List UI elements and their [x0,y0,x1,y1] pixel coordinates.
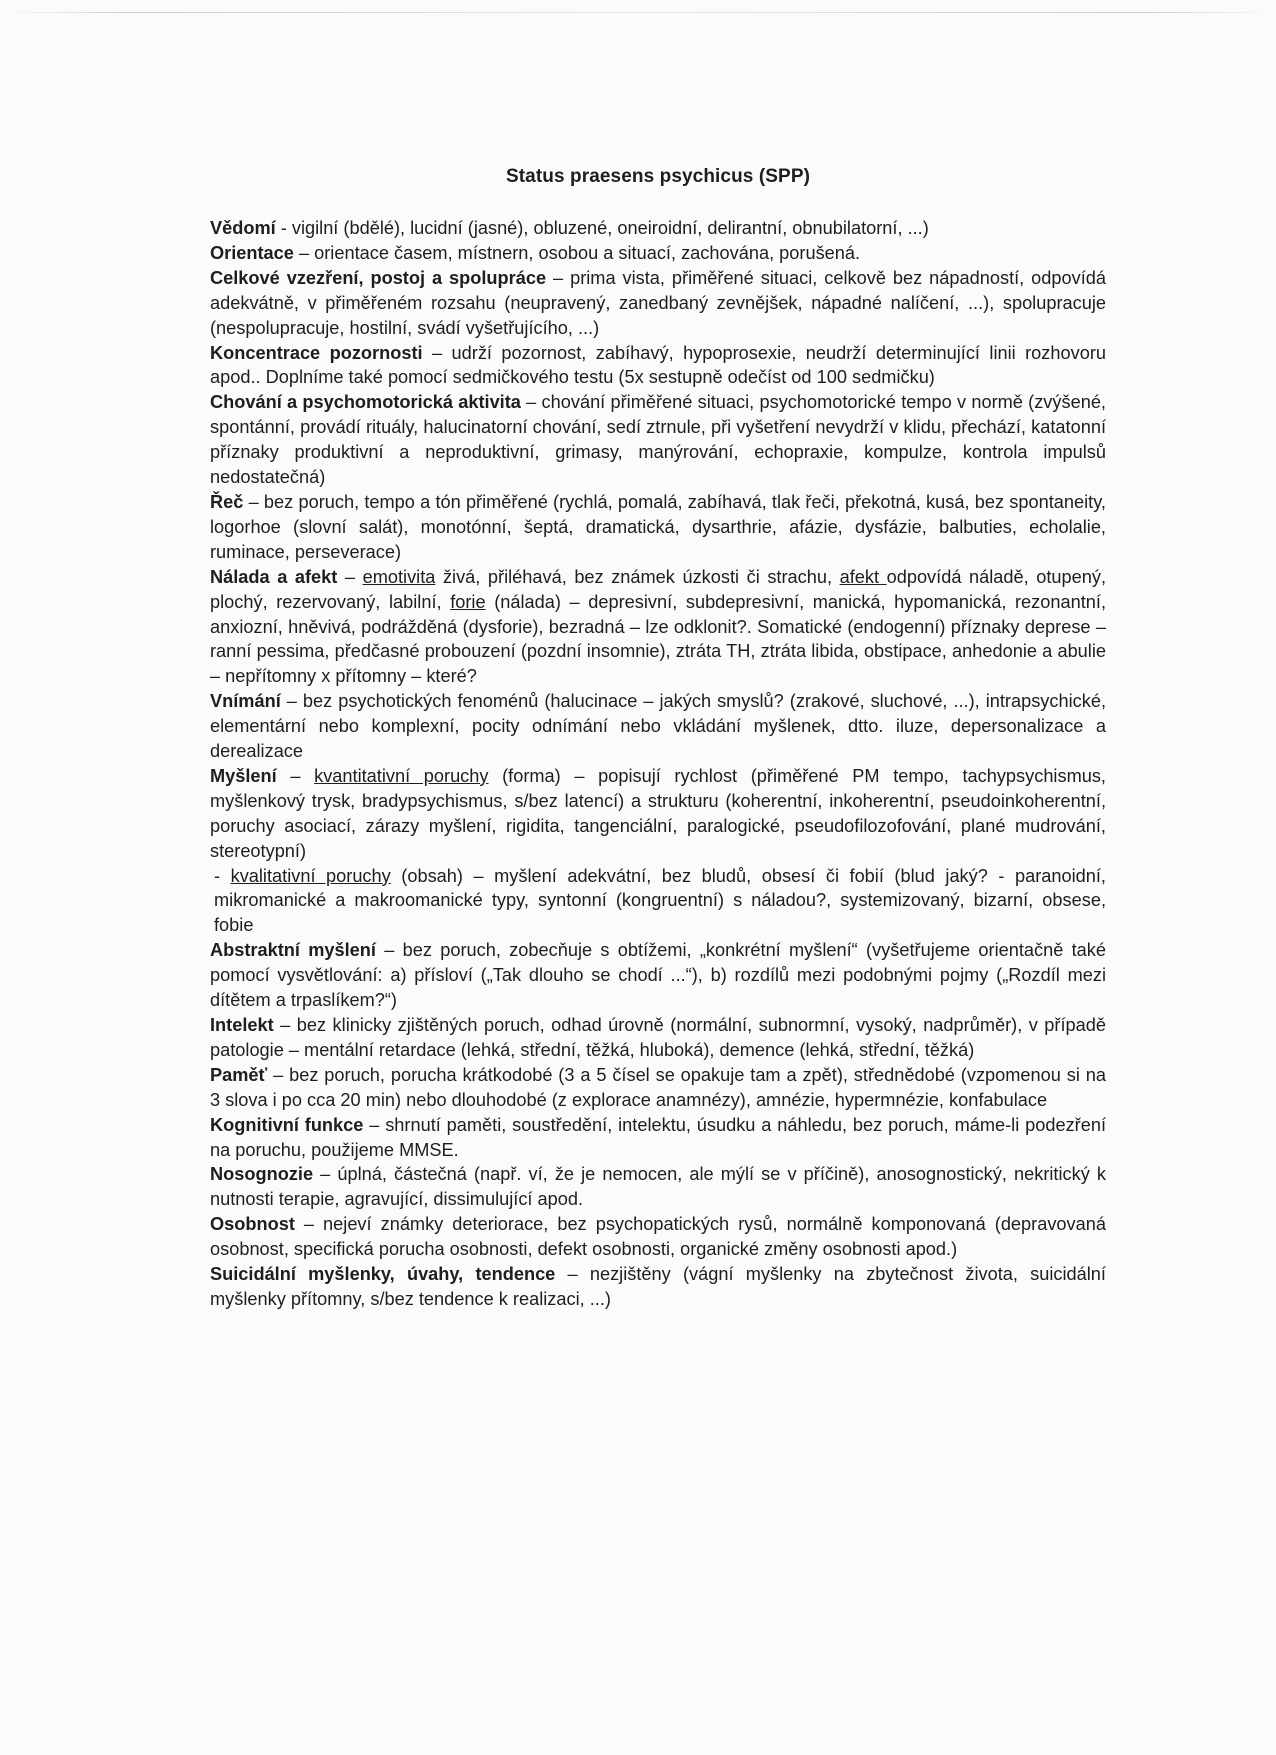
section-text: – nezjištěny (vágní myšlenky na zbytečnost života, suicidální myšlenky přítomny, s/bez tendence k realizaci, ...) [210,1264,1106,1309]
document-page [210,166,1106,1312]
section-term: Orientace [210,242,294,263]
section-suicidalni [210,1262,1106,1312]
underlined-term: kvantitativní poruchy [314,765,489,786]
section-text: - [214,865,231,886]
section-mysleni [210,764,1106,864]
section-mysleni-kvalitativni [210,864,1106,939]
document-title: Status praesens psychicus (SPP) [505,166,811,187]
section-text: – bez poruch, zobecňuje s obtížemi, „konkrétní myšlení“ (vyšetřujeme orientačně také pomocí vysvětlování: a) přísloví („Tak dlouho se chodí ...“), b) rozdílů mezi podobnými pojmy („Rozdíl mezi dítětem a trpaslíkem?“) [210,940,1107,1011]
section-text: - vigilní (bdělé), lucidní (jasné), obluzené, oneiroidní, delirantní, obnubilatorní, ...) [275,218,929,238]
section-text: – chování přiměřené situaci, psychomotorické tempo v normě (zvýšené, spontánní, provádí rituály, halucinatorní chování, sedí ztrnule, při vyšetření nevydrží v klidu, přechází, katatonní příznaky produktivní a neproduktivní, grimasy, manýrování, echopraxie, kompulze, kontrola impulsů nedostatečná) [210,392,1106,488]
section-text: – orientace časem, místnern, osobou a situací, zachována, porušená. [293,242,861,263]
section-pamet [210,1063,1106,1113]
section-osobnost [210,1212,1106,1262]
section-text: – [337,566,363,587]
section-term: Myšlení [210,765,277,786]
section-rec [210,490,1106,565]
section-term: Celkové vzezření, postoj a spolupráce [210,267,547,288]
section-text: – [276,765,315,786]
section-nalada-afekt [210,565,1106,690]
section-text: – bez poruch, tempo a tón přiměřené (rychlá, pomalá, zabíhavá, tlak řeči, překotná, kusá, bez spontaneity, logorhoe (slovní salát), monotónní, šeptá, dramatická, dysarthrie, afázie, dysfázie, balbuties, echolalie, ruminace, perseverace) [210,491,1106,562]
section-term: Koncentrace pozornosti [210,342,423,363]
underlined-term: afekt [839,566,887,587]
section-term: Suicidální myšlenky, úvahy, tendence [210,1264,556,1285]
section-term: Vědomí [210,218,276,238]
section-text: – úplná, částečná (např. ví, že je nemocen, ale mýlí se v příčině), anosognostický, nekritický k nutnosti terapie, agravující, dissimulující apod. [210,1164,1106,1210]
section-term: Chování a psychomotorická aktivita [210,392,521,413]
section-nosognozie [210,1162,1106,1212]
section-text: – bez klinicky zjištěných poruch, odhad úrovně (normální, subnormní, vysoký, nadprůměr), v případě patologie – mentální retardace (lehká, střední, těžká, hluboká), demence (lehká, střední, těžká) [210,1015,1106,1060]
section-celkove-vzezreni [210,266,1106,341]
underlined-term: emotivita [362,566,436,587]
section-text: živá, přiléhavá, bez známek úzkosti či strachu, [435,566,840,587]
section-text: – udrží pozornost, zabíhavý, hypoprosexie, neudrží determinující linii rozhovoru apod.. Doplníme také pomocí sedmičkového testu (5x sestupně odečíst od 100 sedmičku) [210,342,1106,388]
section-text: – bez poruch, porucha krátkodobé (3 a 5 čísel se opakuje tam a zpět), střednědobé (vzpomenou si na 3 slova i po cca 20 min) nebo dlouhodobé (z explorace anamnézy), amnézie, hypermnézie, konfabulace [210,1064,1106,1110]
document-body [210,216,1106,1312]
section-term: Intelekt [210,1015,274,1035]
section-koncentrace [210,341,1106,391]
section-term: Nosognozie [210,1164,314,1185]
section-term: Abstraktní myšlení [210,940,376,961]
section-term: Osobnost [210,1214,295,1235]
section-term: Kognitivní funkce [210,1114,364,1135]
section-orientace [210,241,1106,266]
section-vnimani [210,689,1106,764]
section-vedomi [210,216,1106,241]
section-intelekt [210,1013,1106,1063]
section-term: Vnímání [210,691,281,712]
underlined-term: kvalitativní poruchy [230,865,391,886]
section-text: (forma) – popisují rychlost (přiměřené PM tempo, tachypsychismus, myšlenkový trysk, bradypsychismus, s/bez latencí) a strukturu (koherentní, inkoherentní, pseudoinkoherentní, poruchy asociací, zárazy myšlení, rigidita, tangenciální, paralogické, pseudofilozofování, plané mudrování, stereotypní) [210,765,1106,861]
section-text: – shrnutí paměti, soustředění, intelektu, úsudku a náhledu, bez poruch, máme-li podezření na poruchu, použijeme MMSE. [210,1114,1107,1160]
section-kognitivni-funkce [210,1113,1106,1163]
section-chovani [210,390,1106,490]
section-text: – nejeví známky deteriorace, bez psychopatických rysů, normálně komponovaná (depravovaná osobnost, specifická porucha osobnosti, defekt osobnosti, organické změny osobnosti apod.) [210,1214,1106,1260]
section-text: – prima vista, přiměřené situaci, celkově bez nápadností, odpovídá adekvátně, v přiměřeném rozsahu (neupravený, zanedbaný zevnějšek, nápadné nalíčení, ...), spolupracuje (nespolupracuje, hostilní, svádí vyšetřujícího, ...) [210,267,1107,338]
section-abstraktni-mysleni [210,938,1106,1013]
section-term: Paměť [210,1064,268,1085]
section-text: – bez psychotických fenoménů (halucinace – jakých smyslů? (zrakové, sluchové, ...), intrapsychické, elementární nebo komplexní, pocity odnímání nebo vkládání myšlenek, dtto. iluze, depersonalizace a derealizace [210,691,1106,762]
section-text: (obsah) – myšlení adekvátní, bez bludů, obsesí či fobií (blud jaký? - paranoidní, mikromanické a makroomanické typy, syntonní (kongruentní) s náladou?, systemizovaný, bizarní, obsese, fobie [214,865,1106,936]
section-text: odpovídá náladě, otupený, plochý, rezervovaný, labilní, [210,566,1107,612]
section-text: (nálada) – depresivní, subdepresivní, manická, hypomanická, rezonantní, anxiozní, hněvivá, podrážděná (dysforie), bezradná – lze odklonit?. Somatické (endogenní) příznaky deprese – ranní pessima, předčasné probouzení (pozdní insomnie), ztráta TH, ztráta libida, obstipace, anhedonie a abulie – nepřítomny x přítomny – které? [210,591,1107,687]
scan-edge-line [0,12,1276,13]
section-term: Řeč [210,491,244,512]
underlined-term: forie [450,591,486,612]
section-term: Nálada a afekt [210,566,338,587]
